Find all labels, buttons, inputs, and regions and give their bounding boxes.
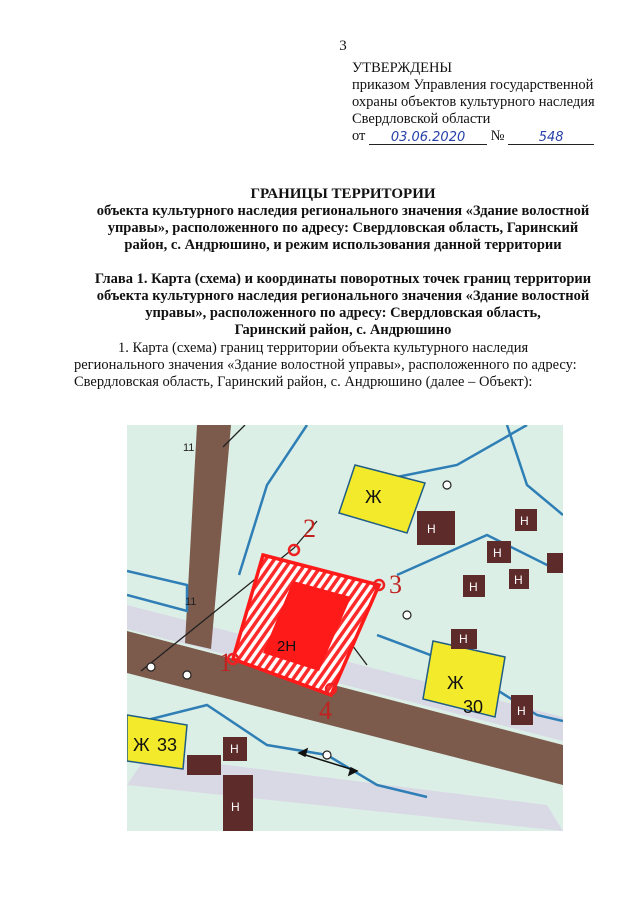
approval-line-3: Свердловской области <box>352 111 491 127</box>
approval-line-1: приказом Управления государственной <box>352 77 594 93</box>
boundary-map <box>127 425 563 831</box>
survey-point <box>443 481 451 489</box>
label-zh: Ж <box>133 735 150 755</box>
chapter-heading <box>60 271 626 339</box>
survey-point <box>183 671 191 679</box>
from-label: от <box>352 128 366 144</box>
paragraph-line-3: Свердловская область, Гаринский район, с. Андрюшино (далее – Объект): <box>74 374 533 390</box>
survey-point <box>147 663 155 671</box>
chapter-line-4: Гаринский район, с. Андрюшино <box>234 322 452 338</box>
paragraph-line-2: регионального значения «Здание волостной управы», расположенного по адресу: <box>74 357 577 373</box>
label-n: Н <box>493 546 502 560</box>
label-n: Н <box>459 632 468 646</box>
label-zh: Ж <box>447 673 464 693</box>
label-n: Н <box>514 573 523 587</box>
label-n: Н <box>230 742 239 756</box>
handwritten-date: 03.06.2020 <box>390 130 466 145</box>
label-n: Н <box>231 800 240 814</box>
point-label-4: 4 <box>319 696 332 725</box>
label-n: Н <box>469 580 478 594</box>
title-line-2: объекта культурного наследия регионального значения «Здание волостной <box>96 203 590 219</box>
label-11: 11 <box>185 596 197 608</box>
point-label-2: 2 <box>303 514 316 543</box>
label-30: 30 <box>463 697 484 717</box>
label-33: 33 <box>157 735 178 755</box>
label-11: 11 <box>183 442 195 454</box>
nonresidential-building <box>547 553 563 573</box>
label-n: Н <box>520 514 529 528</box>
label-2n: 2Н <box>277 638 297 655</box>
paragraph-1 <box>74 340 626 391</box>
label-zh: Ж <box>365 487 382 507</box>
chapter-line-1: Глава 1. Карта (схема) и координаты поворотных точек границ территории <box>94 271 592 287</box>
title-line-4: район, с. Андрюшино, и режим использования данной территории <box>124 237 562 253</box>
nonresidential-building <box>417 511 455 545</box>
survey-point <box>403 611 411 619</box>
survey-point <box>323 751 331 759</box>
label-n: Н <box>517 704 526 718</box>
number-label: № <box>490 128 505 144</box>
point-label-3: 3 <box>389 570 402 599</box>
chapter-line-2: объекта культурного наследия регионального значения «Здание волостной <box>96 288 590 304</box>
nonresidential-building <box>187 755 221 775</box>
label-n: Н <box>427 522 436 536</box>
page-number: 3 <box>339 38 347 54</box>
paragraph-line-1: 1. Карта (схема) границ территории объекта культурного наследия <box>118 340 529 356</box>
point-label-1: 1 <box>219 648 232 677</box>
approval-heading: УТВЕРЖДЕНЫ <box>352 60 453 76</box>
title-line-3: управы», расположенного по адресу: Свердловская область, Гаринский <box>107 220 579 236</box>
approval-stamp <box>352 60 640 145</box>
handwritten-number: 548 <box>538 130 564 145</box>
title-line-1: ГРАНИЦЫ ТЕРРИТОРИИ <box>250 186 436 202</box>
chapter-line-3: управы», расположенного по адресу: Свердловская область, <box>145 305 541 321</box>
approval-line-2: охраны объектов культурного наследия <box>352 94 595 110</box>
approval-date-row <box>352 128 640 145</box>
document-title <box>60 186 626 254</box>
